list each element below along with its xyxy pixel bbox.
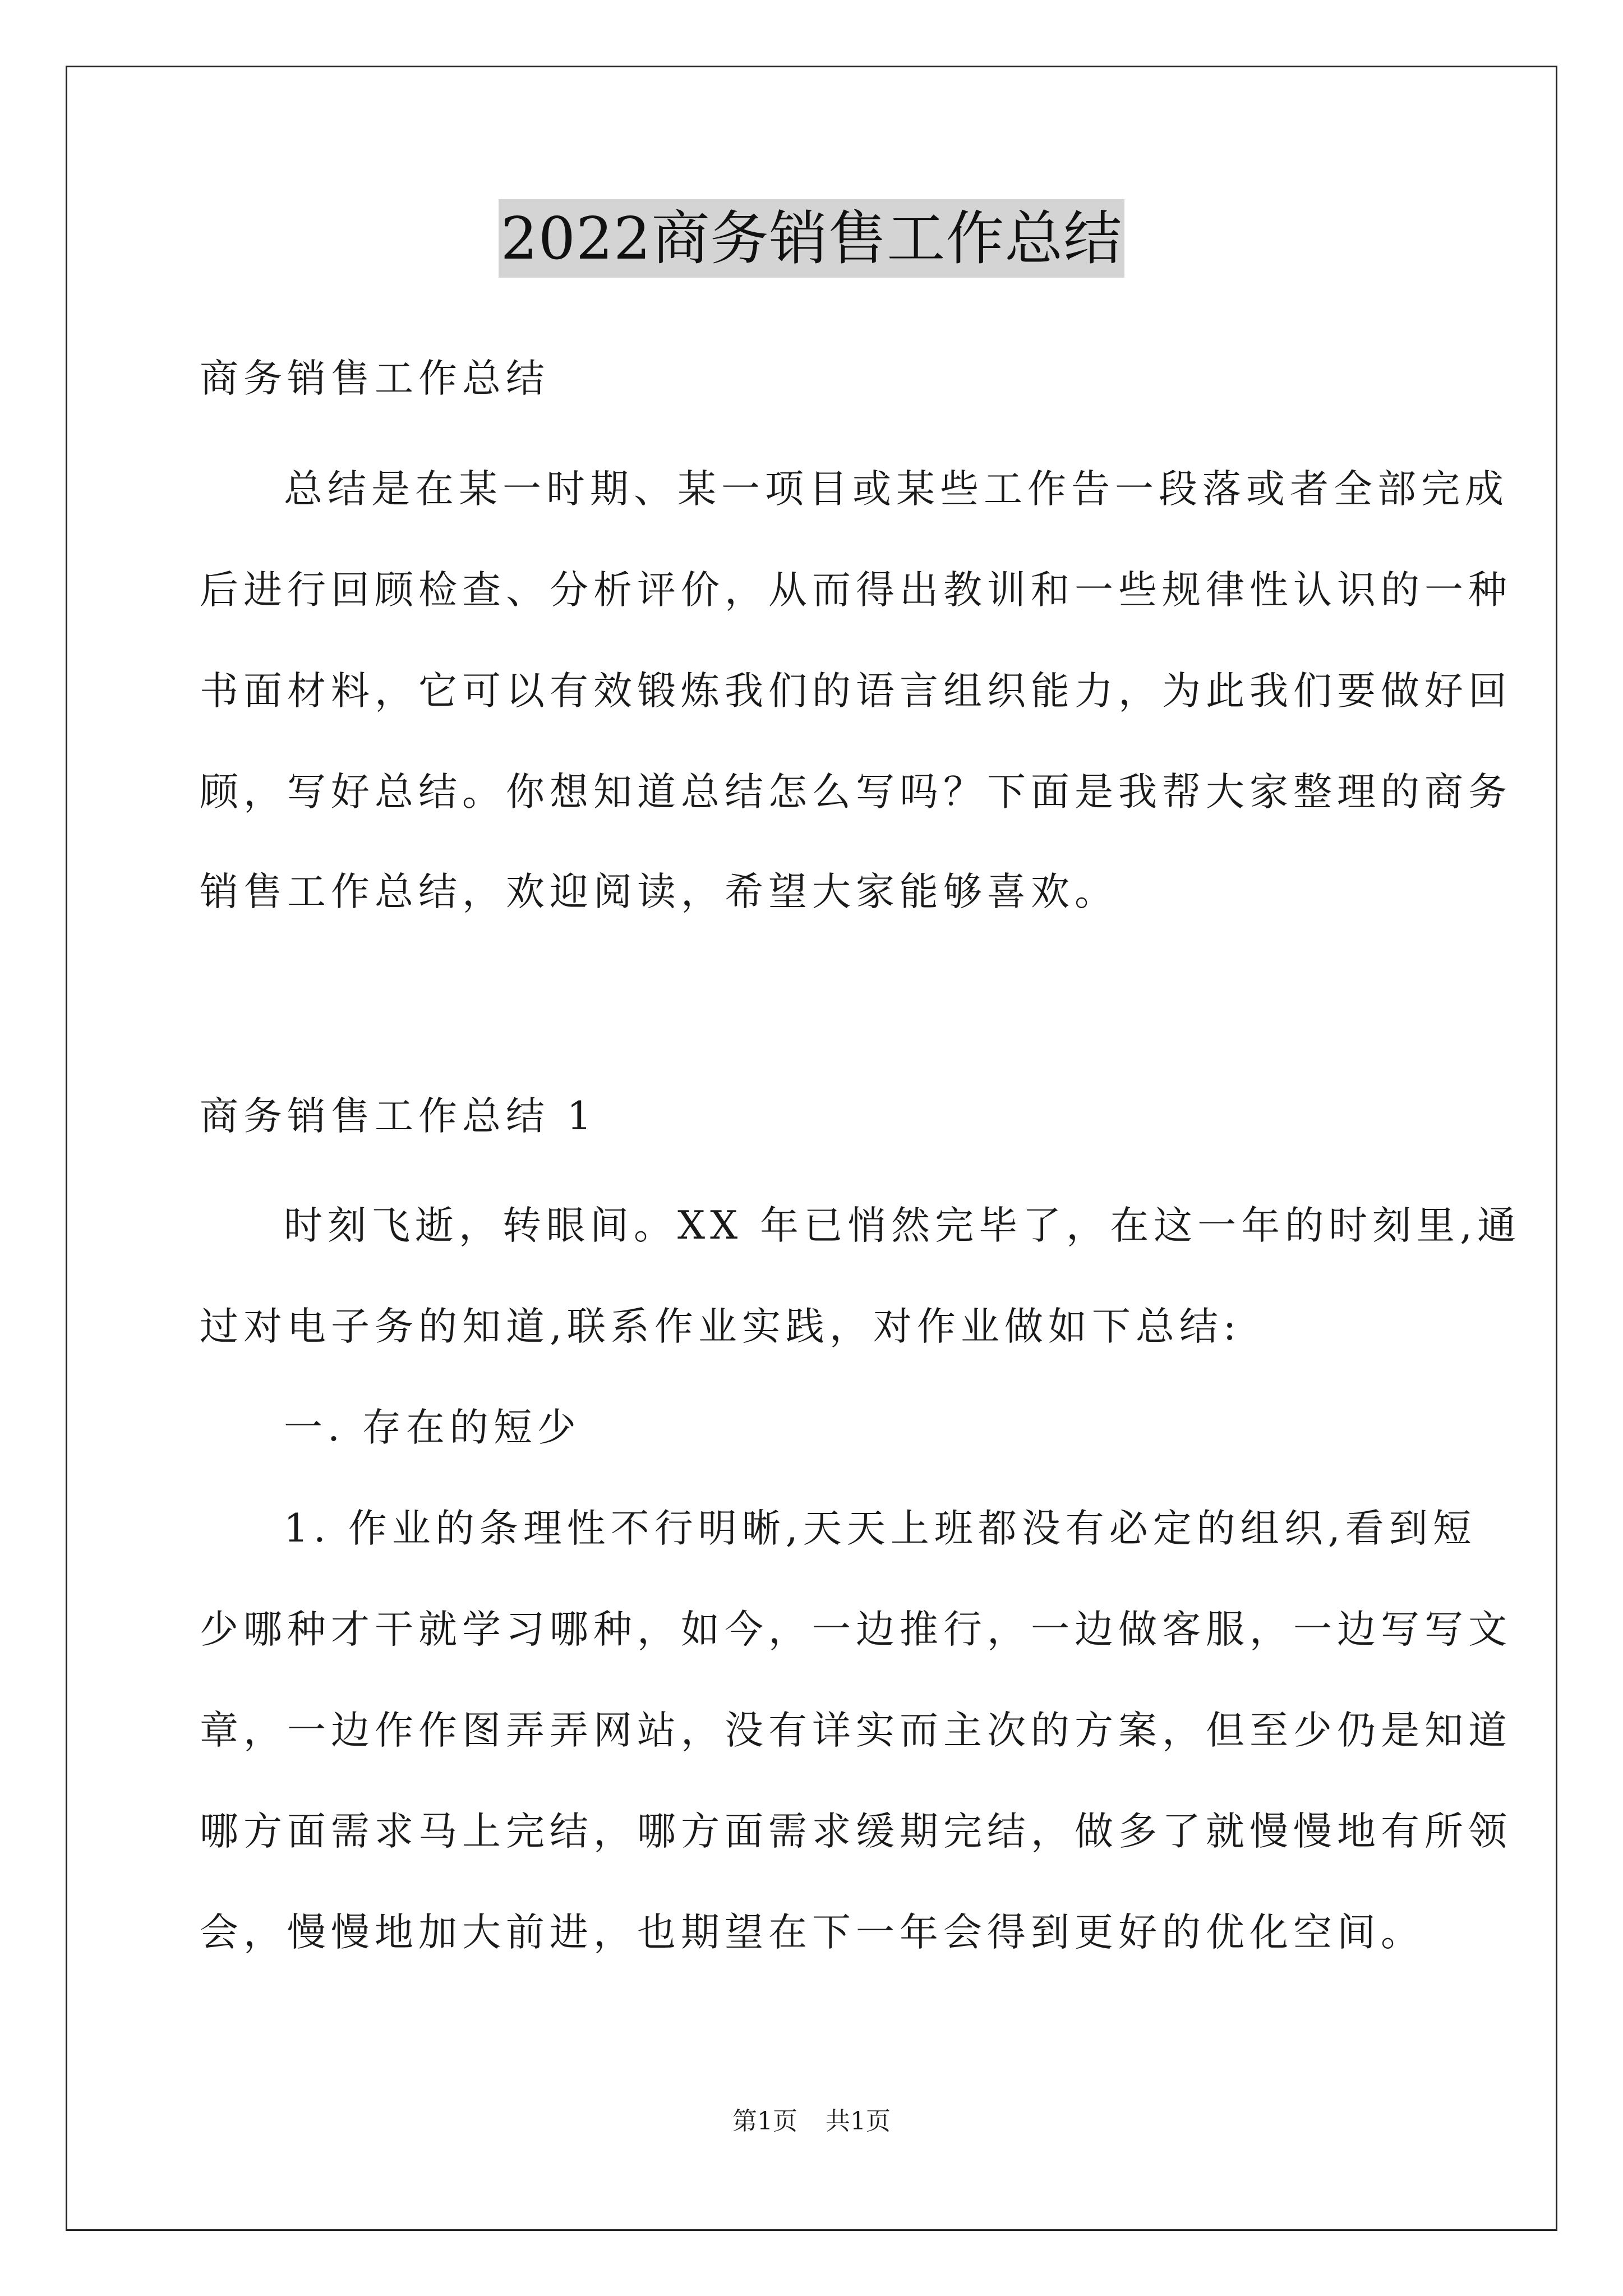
section-heading: 商务销售工作总结 1 <box>200 1094 597 1139</box>
section-line: 哪方面需求马上完结，哪方面需求缓期完结，做多了就慢慢地有所领 <box>200 1809 1512 1854</box>
section-line: 会，慢慢地加大前进，也期望在下一年会得到更好的优化空间。 <box>200 1910 1424 1955</box>
section-line: 过对电子务的知道,联系作业实践，对作业做如下总结: <box>200 1304 1242 1349</box>
page-footer <box>0 2101 1623 2137</box>
page-number-total: 共1页 <box>826 2107 891 2136</box>
intro-line: 顾，写好总结。你想知道总结怎么写吗？下面是我帮大家整理的商务 <box>200 770 1512 815</box>
document-title: 2022商务销售工作总结 <box>499 199 1125 278</box>
intro-line: 后进行回顾检查、分析评价，从而得出教训和一些规律性认识的一种 <box>200 568 1512 613</box>
section-line: 时刻飞逝，转眼间。XX 年已悄然完毕了，在这一年的时刻里,通 <box>284 1203 1521 1248</box>
subtitle: 商务销售工作总结 <box>200 356 550 401</box>
intro-line: 总结是在某一时期、某一项目或某些工作告一段落或者全部完成 <box>284 467 1509 512</box>
title-container <box>0 199 1623 278</box>
section-line: 一. 存在的短少 <box>284 1405 581 1450</box>
section-line: 少哪种才干就学习哪种，如今，一边推行，一边做客服，一边写写文 <box>200 1607 1512 1652</box>
intro-line: 书面材料，它可以有效锻炼我们的语言组织能力，为此我们要做好回 <box>200 669 1512 714</box>
intro-line: 销售工作总结，欢迎阅读，希望大家能够喜欢。 <box>200 869 1118 914</box>
section-line: 1. 作业的条理性不行明晰,天天上班都没有必定的组织,看到短 <box>284 1506 1477 1551</box>
page-number-current: 第1页 <box>732 2107 797 2136</box>
section-line: 章，一边作作图弄弄网站，没有详实而主次的方案，但至少仍是知道 <box>200 1708 1512 1753</box>
